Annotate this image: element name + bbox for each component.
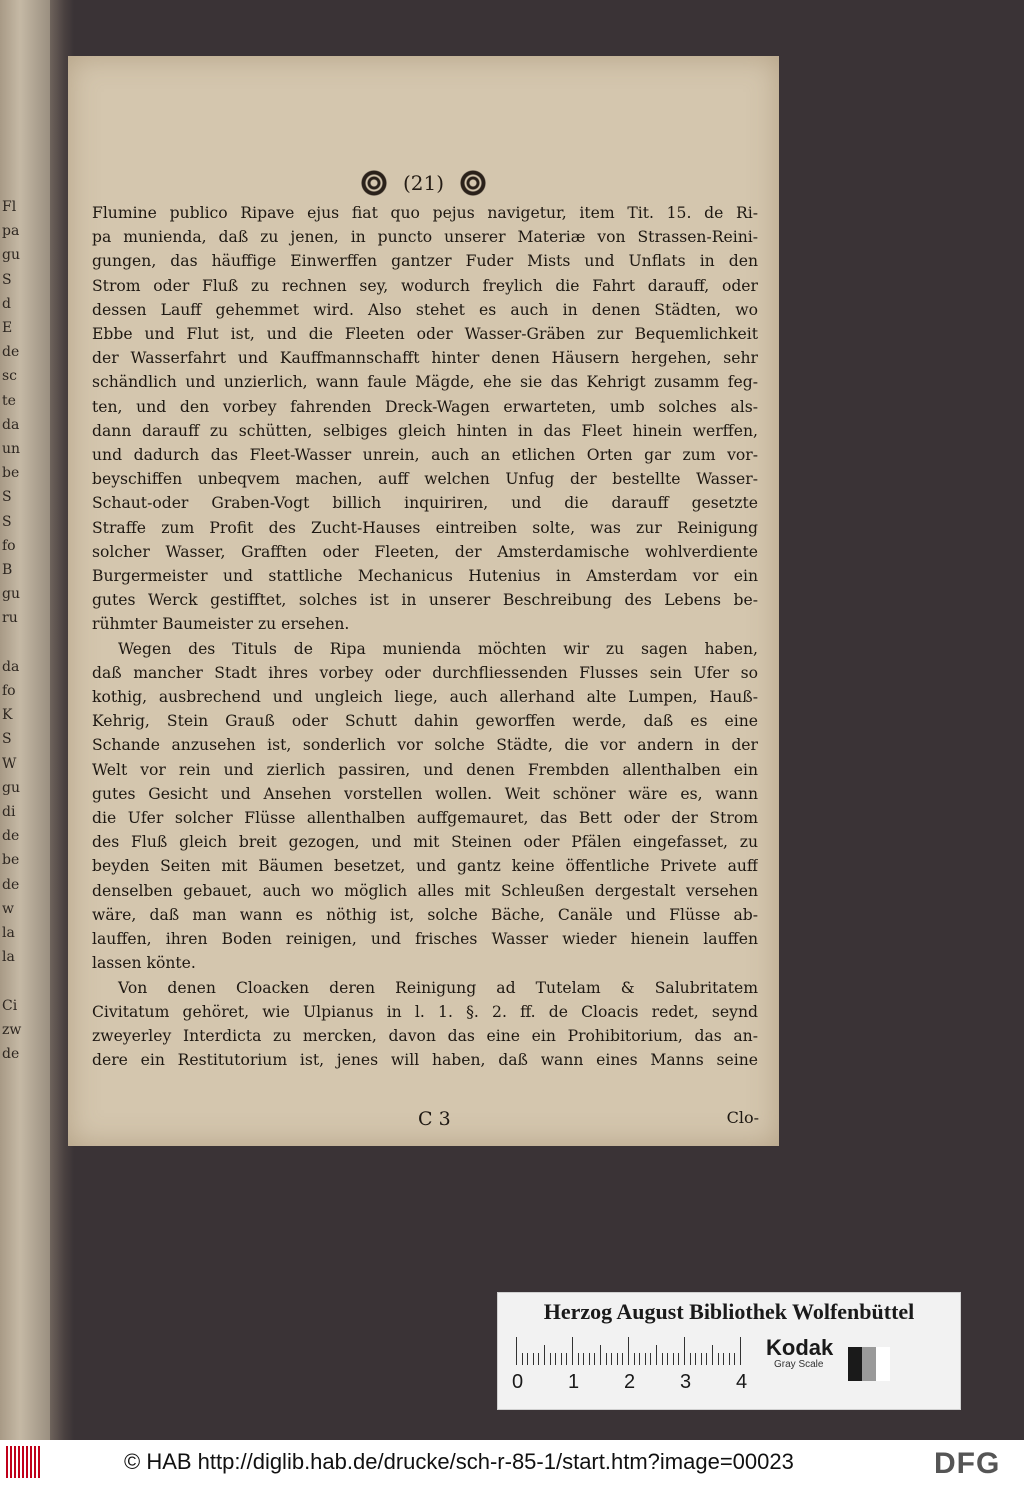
- ruler-tick: [673, 1353, 674, 1365]
- flower-ornament-icon: [361, 170, 387, 196]
- text-line: gutes Werck gestifftet, solches ist in unserer Beschreibung des Lebens be-: [92, 591, 758, 610]
- adjacent-page-fragment: Ci: [2, 998, 18, 1013]
- text-line: dere ein Restitutorium ist, jenes will haben, daß wann eines Manns seine: [92, 1051, 758, 1070]
- ruler-tick: [684, 1337, 685, 1365]
- gray-swatch: [848, 1347, 890, 1381]
- adjacent-page-fragment: d: [2, 296, 11, 311]
- adjacent-page-fragment: gu: [2, 587, 20, 602]
- ruler-tick: [606, 1353, 607, 1365]
- scale-number: 1: [568, 1371, 580, 1393]
- text-line: Flumine publico Ripave ejus fiat quo pejus navigetur, item Tit. 15. de Ri-: [92, 204, 758, 222]
- ruler-tick: [589, 1353, 590, 1365]
- ruler-tick: [723, 1353, 724, 1365]
- ruler-tick: [566, 1353, 567, 1365]
- ruler-tick: [678, 1353, 679, 1365]
- ruler-tick: [583, 1353, 584, 1365]
- text-line: Wegen des Tituls de Ripa munienda möchten wir zu sagen haben,: [118, 639, 758, 658]
- ruler-tick: [561, 1353, 562, 1365]
- text-line: Burgermeister und stattliche Mechanicus Hutenius in Amsterdam vor ein: [92, 567, 758, 586]
- adjacent-page-fragment: la: [2, 950, 15, 965]
- text-line: Straffe zum Profit des Zucht-Hauses eintreiben solte, was zur Reinigung: [92, 518, 758, 537]
- text-line: lauffen, ihren Boden reinigen, und frisches Wasser wieder hienein lauffen: [92, 930, 758, 949]
- adjacent-page-fragment: de: [2, 829, 20, 844]
- adjacent-page-fragment: la: [2, 926, 15, 940]
- kodak-logo: Kodak: [766, 1335, 834, 1360]
- ruler-tick: [639, 1353, 640, 1365]
- book-page: [68, 56, 779, 1146]
- adjacent-page-fragment: B: [2, 563, 13, 577]
- ruler-tick: [701, 1353, 702, 1365]
- text-line: Civitatum gehöret, wie Ulpianus in l. 1. §. 2. ff. de Cloacis redet, seynd: [92, 1002, 758, 1021]
- text-line: schändlich und unzierlich, wann faule Mägde, ehe sie das Kehrigt zusamm feg-: [92, 373, 758, 392]
- ruler-tick: [516, 1337, 517, 1365]
- text-line: Schande anzusehen ist, sonderlich vor solche Städte, die vor andern in der: [92, 736, 758, 755]
- adjacent-page-fragment: de: [2, 877, 20, 892]
- ruler-tick: [706, 1353, 707, 1365]
- adjacent-page-fragment: da: [2, 659, 20, 674]
- text-line: des Fluß gleich breit gezogen, und mit Steinen oder Pfälen eingefasset, zu: [92, 833, 758, 852]
- adjacent-page-fragment: sc: [2, 369, 18, 384]
- color-calibration-card: [497, 1292, 961, 1410]
- signature-mark: C 3: [418, 1108, 451, 1130]
- adjacent-page-fragment: W: [2, 756, 17, 771]
- ruler-tick: [695, 1353, 696, 1365]
- ruler-tick: [600, 1345, 601, 1365]
- ruler-tick: [667, 1353, 668, 1365]
- text-line: wäre, daß man wann es nöthig ist, solche Bäche, Canäle und Flüsse ab-: [92, 905, 758, 924]
- adjacent-page-fragment: da: [2, 417, 20, 432]
- ruler-tick: [578, 1353, 579, 1365]
- adjacent-page-fragment: S: [2, 732, 12, 747]
- ruler-tick: [538, 1353, 539, 1365]
- text-line: zweyerley Interdicta zu mercken, davon das eine ein Prohibitorium, das an-: [92, 1026, 758, 1045]
- text-line: dann darauff zu schütten, selbiges gleich hinten in das Fleet hinein werffen,: [92, 421, 758, 440]
- ruler-tick: [656, 1345, 657, 1365]
- scale-number: 3: [680, 1371, 692, 1393]
- text-line: Kehrig, Stein Grauß oder Schutt dahin geworffen werde, daß es eine: [92, 712, 758, 731]
- ruler-tick: [718, 1353, 719, 1365]
- text-line: daß mancher Stadt ihres vorbey oder durchfliessenden Flusses sein Ufer so: [92, 663, 758, 682]
- ruler-tick: [740, 1337, 741, 1365]
- ruler-tick: [594, 1353, 595, 1365]
- adjacent-page-fragment: ru: [2, 611, 18, 626]
- adjacent-page-fragment: di: [2, 805, 16, 819]
- ruler-tick: [617, 1353, 618, 1365]
- text-line: dessen Lauff gehemmet wird. Also stehet es auch in denen Städten, wo: [92, 300, 758, 319]
- text-line: Welt vor rein und zierlich passiren, und denen Frembden allenthalben ein: [92, 760, 758, 779]
- scale-number: 4: [736, 1371, 748, 1393]
- ruler-tick: [734, 1353, 735, 1365]
- text-line: gungen, das häuffige Einwerffen gantzer Fuder Mists und Unflats in den: [92, 252, 758, 271]
- ruler-tick: [522, 1353, 523, 1365]
- text-line: gutes Gesicht und Ansehen vorstellen wollen. Weit schöner wäre es, wann: [92, 784, 758, 803]
- adjacent-page-fragment: S: [2, 514, 12, 529]
- text-line: denselben gebauet, auch wo möglich alles mit Schleußen dergestalt versehen: [92, 881, 758, 900]
- ruler-tick: [729, 1353, 730, 1365]
- text-line: beyden Seiten mit Bäumen besetzet, und gantz keine öffentliche Privete auff: [92, 857, 758, 876]
- adjacent-page-fragment: S: [2, 490, 12, 505]
- ruler-tick: [544, 1345, 545, 1365]
- text-line: Schaut-oder Graben-Vogt billich inquiriren, und die darauff gesetzte: [92, 494, 758, 513]
- adjacent-page-fragment: E: [2, 321, 13, 335]
- catchword: Clo-: [726, 1108, 759, 1127]
- adjacent-page-fragment: fo: [2, 538, 16, 553]
- scale-number: 2: [624, 1371, 636, 1393]
- text-line: pa munienda, daß zu jenen, in puncto unserer Materiæ von Strassen-Reini-: [92, 228, 758, 247]
- ruler-tick: [628, 1337, 629, 1365]
- ruler-tick: [533, 1353, 534, 1365]
- adjacent-page-fragment: gu: [2, 780, 20, 795]
- ruler-tick: [662, 1353, 663, 1365]
- adjacent-page-fragment: de: [2, 345, 20, 360]
- ruler-tick: [572, 1337, 573, 1365]
- ruler-tick: [622, 1353, 623, 1365]
- text-line: die Ufer solcher Flüsse allenthalben auffgemauret, das Bett oder der Strom: [92, 809, 758, 828]
- ruler-tick: [690, 1353, 691, 1365]
- text-line: beyschiffen unbeqvem machen, auff welchen Unfug der bestellte Wasser-: [92, 470, 758, 489]
- adjacent-page-fragment: K: [2, 708, 13, 723]
- adjacent-page-fragment: pa: [2, 224, 20, 239]
- text-line: lassen könte.: [92, 954, 196, 973]
- source-url[interactable]: © HAB http://diglib.hab.de/drucke/sch-r-85-1/start.htm?image=00023: [124, 1449, 794, 1474]
- ruler-tick: [611, 1353, 612, 1365]
- viewer-footer-bar: [0, 1440, 1024, 1485]
- scale-numbers: [512, 1371, 752, 1395]
- ruler-tick: [650, 1353, 651, 1365]
- adjacent-page-fragment: te: [2, 393, 16, 408]
- text-line: ten, und den vorbey fahrenden Dreck-Wagen erwarteten, umb solches als-: [92, 397, 758, 416]
- adjacent-page-fragment: S: [2, 272, 12, 287]
- page-footer: [68, 1108, 779, 1138]
- gray-scale-label: Gray Scale: [774, 1359, 824, 1370]
- text-line: Strom oder Fluß zu rechnen sey, wodurch freylich die Fahrt darauff, oder: [92, 276, 758, 295]
- text-line: und dadurch das Fleet-Wasser unrein, auch an etlichen Orten gar zum vor-: [92, 446, 758, 465]
- adjacent-page-fragment: be: [2, 466, 20, 481]
- page-number: (21): [402, 171, 445, 195]
- text-line: rühmter Baumeister zu ersehen.: [92, 615, 350, 634]
- body-text: [92, 201, 758, 1072]
- adjacent-page-strip: [0, 0, 50, 1440]
- text-line: der Wasserfahrt und Kauffmannschafft hinter denen Häusern hergehen, sehr: [92, 349, 758, 368]
- flower-ornament-icon: [460, 170, 486, 196]
- hab-logo-icon: [6, 1446, 40, 1478]
- ruler-tick: [555, 1353, 556, 1365]
- scale-number: 0: [512, 1371, 524, 1393]
- dfg-logo: DFG: [934, 1447, 1001, 1480]
- adjacent-page-fragment: w: [2, 901, 14, 916]
- adjacent-page-fragment: zw: [2, 1022, 22, 1037]
- ruler-tick: [712, 1345, 713, 1365]
- adjacent-page-fragment: Fl: [2, 200, 17, 214]
- text-line: solcher Wasser, Grafften oder Fleeten, der Amsterdamische wohlverdiente: [92, 542, 758, 561]
- adjacent-page-fragment: fo: [2, 684, 16, 698]
- adjacent-page-fragment: be: [2, 853, 20, 868]
- adjacent-page-fragment: gu: [2, 248, 20, 263]
- text-line: kothig, ausbrechend und ungleich liege, auch allerhand alte Lumpen, Hauß-: [92, 688, 758, 707]
- scale-ruler: [516, 1337, 744, 1365]
- ruler-tick: [550, 1353, 551, 1365]
- adjacent-page-fragment: de: [2, 1047, 20, 1061]
- adjacent-page-fragment: un: [2, 442, 21, 456]
- page-header: [68, 168, 779, 198]
- text-line: Von denen Cloacken deren Reinigung ad Tutelam & Salubritatem: [118, 978, 758, 997]
- ruler-tick: [527, 1353, 528, 1365]
- text-line: Ebbe und Flut ist, und die Fleeten oder Wasser-Gräben zur Bequemlichkeit: [92, 325, 758, 344]
- library-name: Herzog August Bibliothek Wolfenbüttel: [543, 1299, 915, 1324]
- ruler-tick: [634, 1353, 635, 1365]
- ruler-tick: [645, 1353, 646, 1365]
